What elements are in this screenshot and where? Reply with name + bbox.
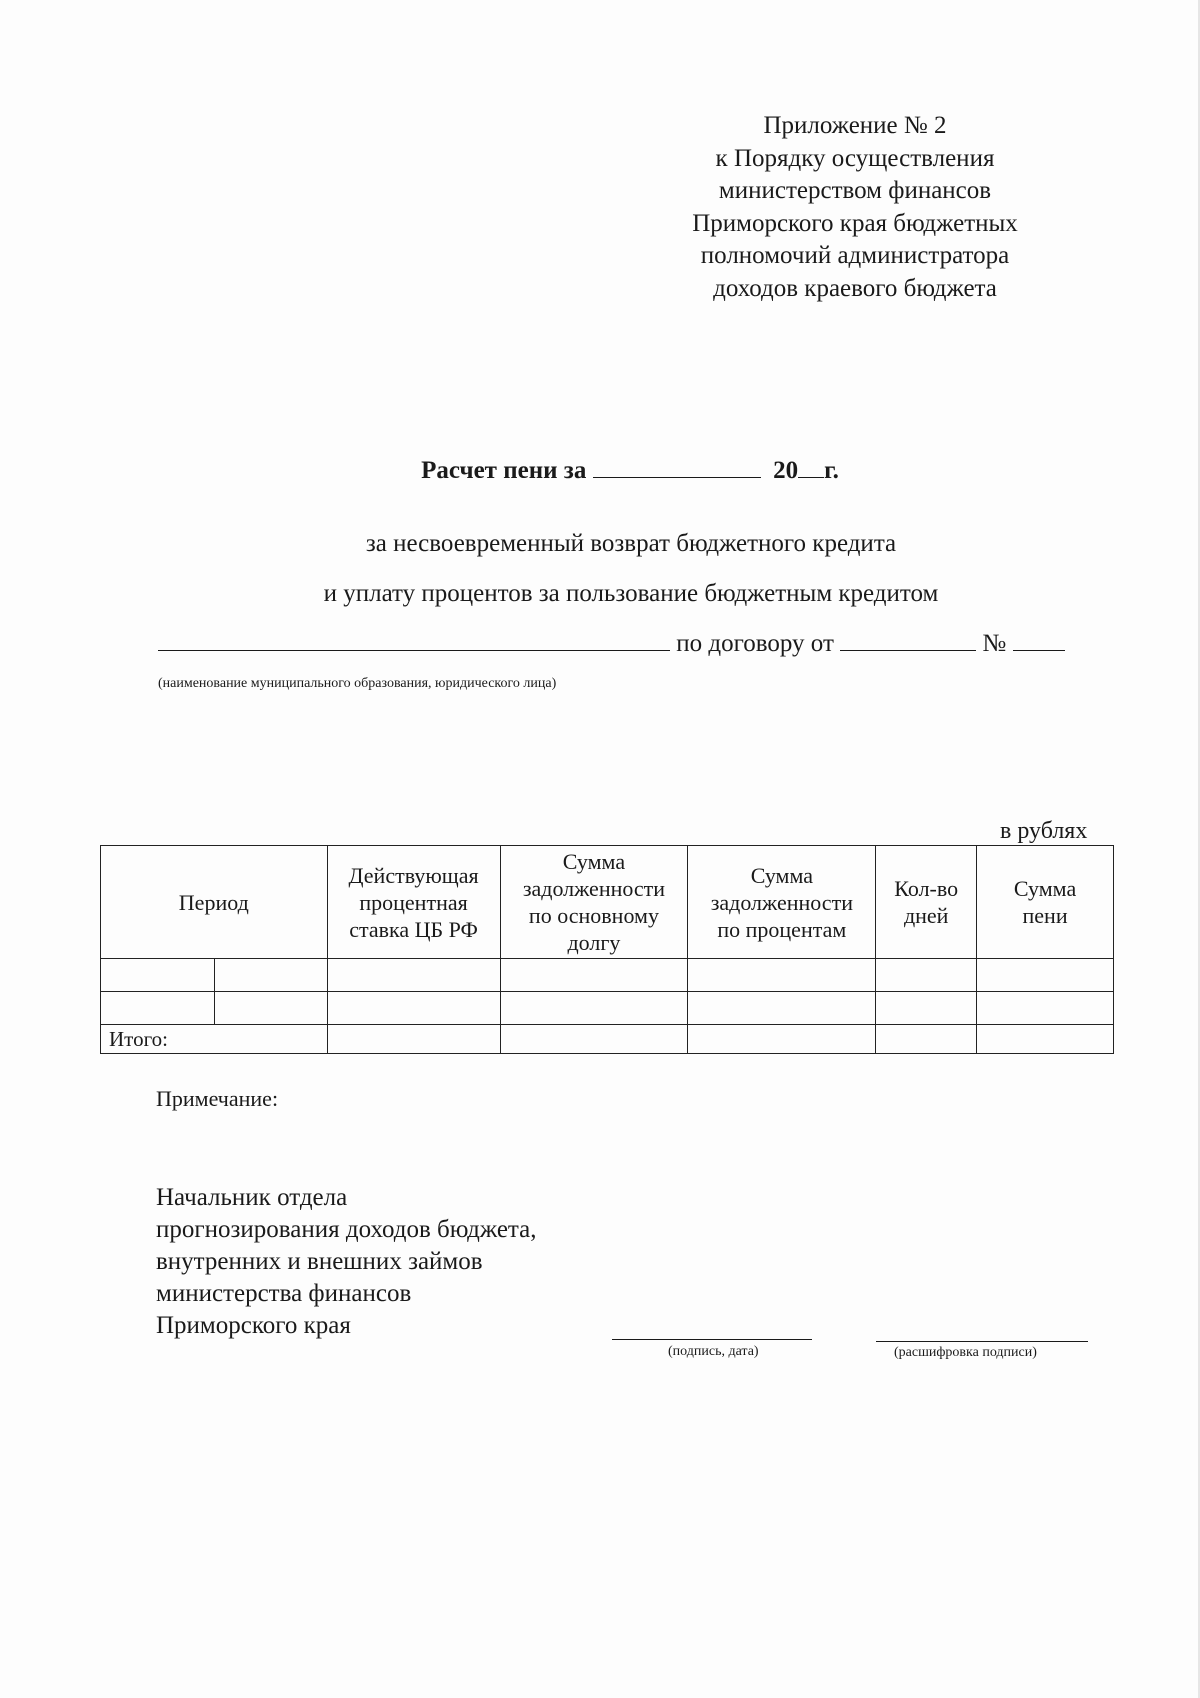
principal-debt-cell bbox=[500, 992, 688, 1025]
total-rate-cell bbox=[327, 1025, 500, 1054]
total-penalty-cell bbox=[977, 1025, 1114, 1054]
signer-line: прогнозирования доходов бюджета, bbox=[156, 1216, 537, 1243]
total-days-cell bbox=[876, 1025, 977, 1054]
rate-cell bbox=[327, 959, 500, 992]
document-title bbox=[0, 452, 1200, 485]
subtitle-line-1: за несвоевременный возврат бюджетного кредита bbox=[365, 530, 897, 557]
title-year-prefix: 20 bbox=[773, 457, 799, 484]
total-principal-cell bbox=[500, 1025, 688, 1054]
year-blank bbox=[798, 452, 824, 478]
decoding-line bbox=[876, 1340, 1088, 1342]
annex-line: полномочий администратора bbox=[700, 242, 1010, 269]
header-principal-debt: Сумма задолженности по основному долгу bbox=[500, 846, 688, 959]
signature-caption: (подпись, дата) bbox=[668, 1344, 759, 1359]
signer-line: внутренних и внешних займов bbox=[156, 1248, 483, 1275]
period-from-cell bbox=[101, 992, 215, 1025]
contract-line bbox=[158, 628, 1108, 658]
period-to-cell bbox=[214, 992, 327, 1025]
total-label: Итого: bbox=[101, 1025, 328, 1054]
by-contract-label: по договору от bbox=[676, 630, 834, 657]
annex-line: министерством финансов bbox=[718, 177, 992, 204]
interest-debt-cell bbox=[688, 959, 876, 992]
period-from-cell bbox=[101, 959, 215, 992]
title-prefix: Расчет пени за bbox=[421, 457, 587, 484]
decoding-caption: (расшифровка подписи) bbox=[894, 1345, 1037, 1360]
interest-debt-cell bbox=[688, 992, 876, 1025]
header-interest-debt: Сумма задолженности по процентам bbox=[688, 846, 876, 959]
rate-cell bbox=[327, 992, 500, 1025]
principal-debt-cell bbox=[500, 959, 688, 992]
signer-line: министерства финансов bbox=[156, 1280, 412, 1307]
annex-line: Приморского края бюджетных bbox=[692, 209, 1018, 237]
table-header-row bbox=[101, 846, 1114, 959]
contract-number-blank bbox=[1013, 628, 1065, 651]
table-row bbox=[101, 959, 1114, 992]
annex-header bbox=[640, 110, 1070, 305]
number-sign: № bbox=[982, 630, 1007, 657]
penalty-table bbox=[100, 845, 1114, 1054]
header-rate: Действующая процентная ставка ЦБ РФ bbox=[327, 846, 500, 959]
contract-date-blank bbox=[840, 628, 976, 651]
period-to-cell bbox=[214, 959, 327, 992]
annex-line: к Порядку осуществления bbox=[715, 144, 995, 172]
penalty-sum-cell bbox=[977, 959, 1114, 992]
header-days: Кол-во дней bbox=[876, 846, 977, 959]
annex-line: доходов краевого бюджета bbox=[713, 274, 997, 302]
header-penalty-sum: Сумма пени bbox=[977, 846, 1114, 959]
subtitle-line-2: и уплату процентов за пользование бюджетным кредитом bbox=[323, 580, 939, 607]
entity-name-caption: (наименование муниципального образования, юридического лица) bbox=[158, 676, 557, 691]
days-cell bbox=[876, 992, 977, 1025]
days-cell bbox=[876, 959, 977, 992]
note-label: Примечание: bbox=[156, 1086, 279, 1111]
entity-name-blank bbox=[158, 628, 670, 651]
signer-line: Приморского края bbox=[156, 1312, 351, 1339]
table-row bbox=[101, 992, 1114, 1025]
signer-line: Начальник отдела bbox=[156, 1184, 348, 1211]
total-row bbox=[101, 1025, 1114, 1054]
units-label: в рублях bbox=[1000, 818, 1088, 844]
header-period: Период bbox=[101, 846, 328, 959]
signer-block bbox=[156, 1182, 537, 1342]
annex-line: Приложение № 2 bbox=[763, 112, 947, 139]
period-blank bbox=[593, 452, 761, 478]
title-year-suffix: г. bbox=[824, 457, 839, 484]
penalty-sum-cell bbox=[977, 992, 1114, 1025]
signature-line bbox=[612, 1338, 812, 1340]
total-interest-cell bbox=[688, 1025, 876, 1054]
